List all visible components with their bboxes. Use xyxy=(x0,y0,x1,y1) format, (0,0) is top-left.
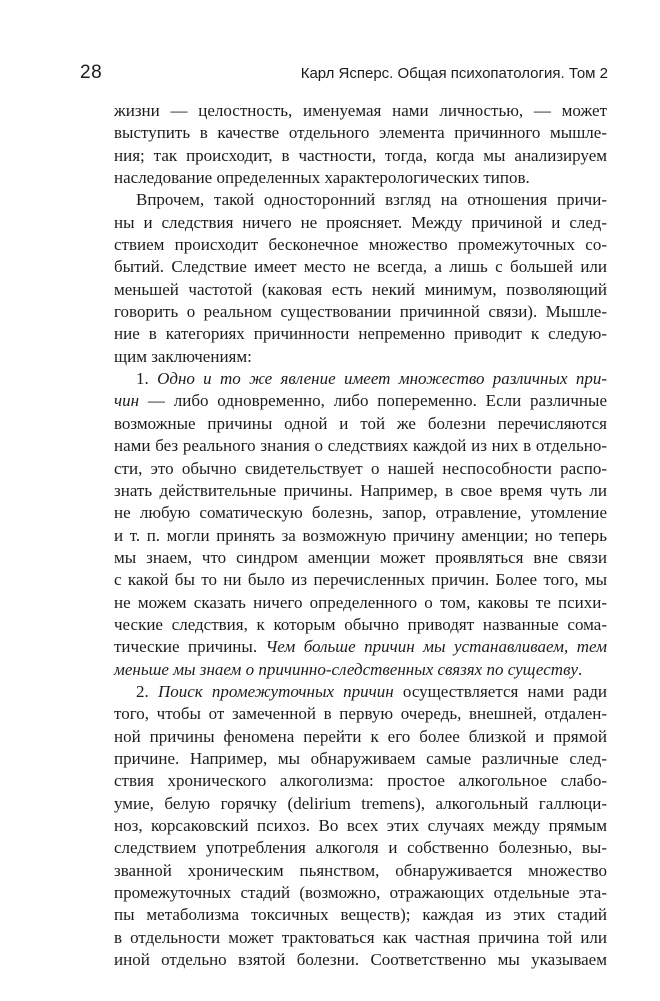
line-text: . xyxy=(578,659,583,679)
italic-text: чин xyxy=(114,391,140,411)
line-text: умие, белую горячку (delirium tremens), алкогольный галлюци- xyxy=(114,793,607,813)
line-text: пы метаболизма токсичных веществ); каждая из этих стадий xyxy=(114,905,607,925)
line-text: ноз, корсаковский психоз. Во всех этих случаях между прямым xyxy=(114,816,607,835)
text-line xyxy=(114,167,607,189)
text-line xyxy=(114,547,607,569)
text-line xyxy=(114,234,607,256)
text-line xyxy=(114,726,607,748)
line-text: промежуточных стадий (возможно, отражающих отдельные эта- xyxy=(114,883,607,903)
italic-text: Поиск промежуточных причин xyxy=(157,681,394,701)
line-text: наследование определенных характерологических типов. xyxy=(114,168,530,188)
line-text: ния; так происходит, в частности, тогда, когда мы анализируем xyxy=(114,145,607,165)
line-text: мы знаем, что синдром аменции может проявляться вне связи xyxy=(114,547,607,567)
line-text: сти, это обычно свидетельствует о нашей неспособности распо- xyxy=(114,458,607,478)
line-text: и т. п. могли принять за возможную причину аменции; но теперь xyxy=(114,525,607,545)
line-text: бытий. Следствие имеет место не всегда, а лишь с большей или xyxy=(114,257,607,277)
text-line xyxy=(114,256,607,278)
line-text: 1. xyxy=(136,369,158,389)
line-text: ной причины феномена перейти к его более близкой и прямой xyxy=(114,726,607,746)
line-text: выступить в качестве отдельного элемента причинного мышле- xyxy=(114,123,607,143)
line-text: осуществляется нами ради xyxy=(393,681,607,701)
text-line xyxy=(114,502,607,524)
text-line xyxy=(114,189,607,211)
text-line xyxy=(114,681,607,703)
line-text: Впрочем, такой односторонний взгляд на отношения причи- xyxy=(136,190,607,210)
text-line xyxy=(114,860,607,882)
line-text: говорить о реальном существовании причинной связи). Мышле- xyxy=(114,302,607,322)
text-line xyxy=(114,435,607,457)
running-head: Карл Ясперс. Общая психопатология. Том 2 xyxy=(300,65,608,82)
text-line xyxy=(114,413,607,435)
text-line xyxy=(114,592,607,614)
text-line xyxy=(114,904,607,926)
text-line xyxy=(114,346,607,368)
text-line xyxy=(114,703,607,725)
line-text: нами без реального знания о следствиях каждой из них в отдельно- xyxy=(114,436,607,456)
body-text xyxy=(114,100,607,971)
page-number: 28 xyxy=(80,62,103,83)
text-line xyxy=(114,659,607,681)
line-text: — либо одновременно, либо попеременно. Если различные xyxy=(139,391,607,411)
text-line xyxy=(114,793,607,815)
text-line xyxy=(114,390,607,412)
line-text: с какой бы то ни было из перечисленных причин. Более того, мы xyxy=(114,570,607,590)
line-text: ствием происходит бесконечное множество промежуточных со- xyxy=(114,235,607,255)
line-text: знать действительные причины. Например, в свое время чуть ли xyxy=(114,480,607,500)
line-text: жизни — целостность, именуемая нами личностью, — может xyxy=(114,101,607,120)
text-line xyxy=(114,927,607,949)
text-line xyxy=(114,480,607,502)
italic-text: меньше мы знаем о причинно-следственных связях по существу xyxy=(114,659,578,679)
page-header xyxy=(80,62,608,90)
line-text: ствия хронического алкоголизма: простое алкогольное слабо- xyxy=(114,771,607,791)
text-line xyxy=(114,525,607,547)
text-line xyxy=(114,301,607,323)
text-line xyxy=(114,949,607,971)
line-text: ны и следствия ничего не проясняет. Между причиной и след- xyxy=(114,212,607,232)
text-line xyxy=(114,458,607,480)
text-line xyxy=(114,569,607,591)
text-line xyxy=(114,122,607,144)
line-text: не любую соматическую болезнь, запор, отравление, утомление xyxy=(114,503,607,523)
text-line xyxy=(114,815,607,837)
text-line xyxy=(114,748,607,770)
line-text: 2. xyxy=(136,681,158,701)
line-text: того, чтобы от замеченной в первую очередь, внешней, отдален- xyxy=(114,704,607,724)
line-text: щим заключениям: xyxy=(114,346,252,366)
line-text: тические причины. xyxy=(114,637,266,657)
text-line xyxy=(114,145,607,167)
line-text: званной хроническим пьянством, обнаруживается множество xyxy=(114,860,607,880)
italic-text: Чем больше причин мы устанавливаем, тем xyxy=(265,637,607,657)
text-line xyxy=(114,100,607,122)
text-line xyxy=(114,882,607,904)
text-line xyxy=(114,614,607,636)
text-line xyxy=(114,770,607,792)
text-line xyxy=(114,212,607,234)
text-line xyxy=(114,636,607,658)
text-line xyxy=(114,837,607,859)
line-text: возможные причины одной и той же болезни перечисляются xyxy=(114,413,607,433)
text-line xyxy=(114,279,607,301)
line-text: иной отдельно взятой болезни. Соответственно мы указываем xyxy=(114,950,607,970)
line-text: меньшей частотой (каковая есть некий минимум, позволяющий xyxy=(114,279,607,299)
line-text: следствием употребления алкоголя и собственно болезнью, вы- xyxy=(114,838,607,858)
line-text: не можем сказать ничего определенного о том, каковы те психи- xyxy=(114,592,607,612)
line-text: в отдельности может трактоваться как частная причина той или xyxy=(114,927,607,947)
line-text: причине. Например, мы обнаруживаем самые различные след- xyxy=(114,748,607,768)
italic-text: Одно и то же явление имеет множество различных при- xyxy=(157,369,607,389)
line-text: ческие следствия, к которым обычно приводят названные сома- xyxy=(114,614,607,634)
text-line xyxy=(114,323,607,345)
line-text: ние в категориях причинности непременно приводит к следую- xyxy=(114,324,607,344)
text-line xyxy=(114,368,607,390)
